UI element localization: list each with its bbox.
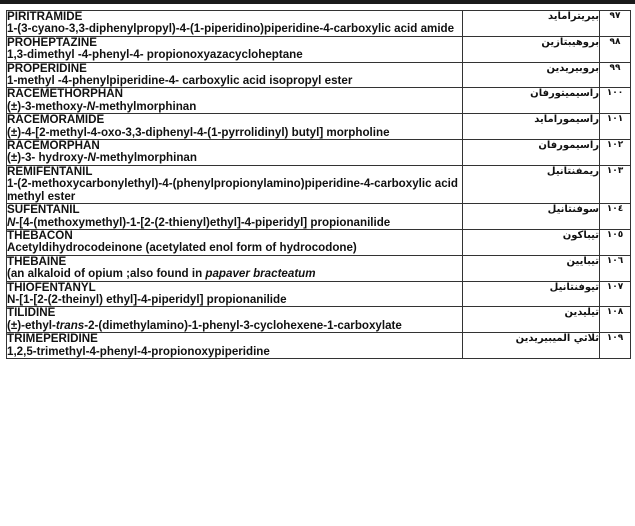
table-row xyxy=(7,165,631,203)
table-row xyxy=(7,333,631,359)
substance-name: THIOFENTANYL xyxy=(7,280,96,294)
substance-name: PROPERIDINE xyxy=(7,61,87,75)
chemical-name-part: Acetyldihydrocodeinone (acetylated enol form of hydrocodone) xyxy=(7,241,357,255)
chemical-name-part: (±)-4-[2-methyl-4-oxo-3,3-diphenyl-4-(1-pyrrolidinyl) butyl] morpholine xyxy=(7,125,390,139)
substance-name: RACEMETHORPHAN xyxy=(7,87,123,101)
chemical-name xyxy=(7,217,462,229)
substance-cell xyxy=(7,307,463,333)
chemical-name xyxy=(7,346,462,358)
chemical-name-italic-part: N xyxy=(86,99,96,113)
substance-cell xyxy=(7,333,463,359)
substance-name: THEBACON xyxy=(7,228,73,242)
arabic-name: تيباكون xyxy=(463,229,600,255)
chemical-name-part: -methylmorphinan xyxy=(95,151,197,165)
chemical-name-italic-part: N xyxy=(87,151,96,165)
substance-name: TRIMEPERIDINE xyxy=(7,332,98,346)
chemical-name xyxy=(7,152,462,164)
drug-table-body xyxy=(7,11,631,359)
chemical-name-part: 1-methyl -4-phenylpiperidine-4- carboxylic acid isopropyl ester xyxy=(7,74,353,88)
chemical-name xyxy=(7,178,462,203)
substance-cell xyxy=(7,204,463,230)
row-number: ١٠٢ xyxy=(600,140,631,166)
chemical-name-italic-part: trans xyxy=(55,318,85,332)
chemical-name-part: 1-(3-cyano-3,3-diphenylpropyl)-4-(1-piperidino)piperidine-4-carboxylic acid amide xyxy=(7,22,455,36)
row-number: ٩٨ xyxy=(600,36,631,62)
substance-cell xyxy=(7,165,463,203)
substance-name: PROHEPTAZINE xyxy=(7,35,97,49)
row-number: ٩٩ xyxy=(600,62,631,88)
substance-name: THEBAINE xyxy=(7,254,67,268)
arabic-name: تيليدين xyxy=(463,307,600,333)
substance-name: RACEMORPHAN xyxy=(7,139,100,153)
substance-name: REMIFENTANIL xyxy=(7,164,93,178)
substance-cell xyxy=(7,281,463,307)
top-rule xyxy=(0,0,635,4)
chemical-name xyxy=(7,294,462,306)
table-row xyxy=(7,62,631,88)
substance-cell xyxy=(7,140,463,166)
chemical-name-part: N-[1-[2-(2-theinyl) ethyl]-4-piperidyl] propionanilide xyxy=(7,292,287,306)
chemical-name xyxy=(7,320,462,332)
row-number: ١٠١ xyxy=(600,114,631,140)
chemical-name xyxy=(7,127,462,139)
row-number: ١٠٦ xyxy=(600,255,631,281)
arabic-name: سوفنتانيل xyxy=(463,204,600,230)
chemical-name-part: (±)-3-methoxy- xyxy=(7,99,87,113)
chemical-name xyxy=(7,23,462,35)
chemical-name-part: (±)-ethyl- xyxy=(7,318,56,332)
chemical-name-part: -2-(dimethylamino)-1-phenyl-3-cyclohexene-1-carboxylate xyxy=(84,318,402,332)
table-row xyxy=(7,204,631,230)
drug-table xyxy=(6,10,631,359)
substance-name: PIRITRAMIDE xyxy=(7,10,83,23)
substance-cell xyxy=(7,36,463,62)
arabic-name: تيبايين xyxy=(463,255,600,281)
arabic-name: تيوفنتانيل xyxy=(463,281,600,307)
table-row xyxy=(7,88,631,114)
substance-name: TILIDINE xyxy=(7,306,56,320)
substance-cell xyxy=(7,62,463,88)
table-row xyxy=(7,255,631,281)
arabic-name: راسيمورفان xyxy=(463,140,600,166)
arabic-name: راسيميتورفان xyxy=(463,88,600,114)
chemical-name xyxy=(7,49,462,61)
arabic-name: بروبيريدين xyxy=(463,62,600,88)
table-row xyxy=(7,281,631,307)
chemical-name-part: -methylmorphinan xyxy=(95,99,197,113)
row-number: ١٠٠ xyxy=(600,88,631,114)
table-row xyxy=(7,140,631,166)
chemical-name-italic-part: N xyxy=(7,215,16,229)
row-number: ٩٧ xyxy=(600,11,631,37)
substance-cell xyxy=(7,255,463,281)
table-row xyxy=(7,307,631,333)
table-row xyxy=(7,36,631,62)
arabic-name: بروهيبتازين xyxy=(463,36,600,62)
chemical-name xyxy=(7,268,462,280)
row-number: ١٠٤ xyxy=(600,204,631,230)
chemical-name xyxy=(7,242,462,254)
chemical-name xyxy=(7,75,462,87)
substance-cell xyxy=(7,88,463,114)
chemical-name-part: (an alkaloid of opium ;also found in xyxy=(7,267,206,281)
substance-cell xyxy=(7,11,463,37)
arabic-name: ريمفنتانيل xyxy=(463,165,600,203)
substance-cell xyxy=(7,114,463,140)
arabic-name: بيريترامايد xyxy=(463,11,600,37)
table-row xyxy=(7,114,631,140)
substance-name: RACEMORAMIDE xyxy=(7,113,105,127)
table-row xyxy=(7,11,631,37)
chemical-name xyxy=(7,101,462,113)
chemical-name-italic-part: papaver bracteatum xyxy=(205,267,316,281)
substance-name: SUFENTANIL xyxy=(7,203,80,217)
arabic-name: راسيمورامايد xyxy=(463,114,600,140)
chemical-name-part: 1-(2-methoxycarbonylethyl)-4-(phenylpropionylamino)piperidine-4-carboxylic acid methyl ester xyxy=(7,177,458,203)
row-number: ١٠٩ xyxy=(600,333,631,359)
substance-cell xyxy=(7,229,463,255)
chemical-name-part: -[4-(methoxymethyl)-1-[2-(2-thienyl)ethyl]-4-piperidyl] propionanilide xyxy=(15,215,391,229)
row-number: ١٠٣ xyxy=(600,165,631,203)
row-number: ١٠٧ xyxy=(600,281,631,307)
arabic-name: ثلاثي الميبيريدين xyxy=(463,333,600,359)
table-row xyxy=(7,229,631,255)
row-number: ١٠٥ xyxy=(600,229,631,255)
chemical-name-part: (±)-3- hydroxy- xyxy=(7,151,88,165)
row-number: ١٠٨ xyxy=(600,307,631,333)
chemical-name-part: 1,3-dimethyl -4-phenyl-4- propionoxyazacycloheptane xyxy=(7,48,303,62)
chemical-name-part: 1,2,5-trimethyl-4-phenyl-4-propionoxypiperidine xyxy=(7,344,270,358)
